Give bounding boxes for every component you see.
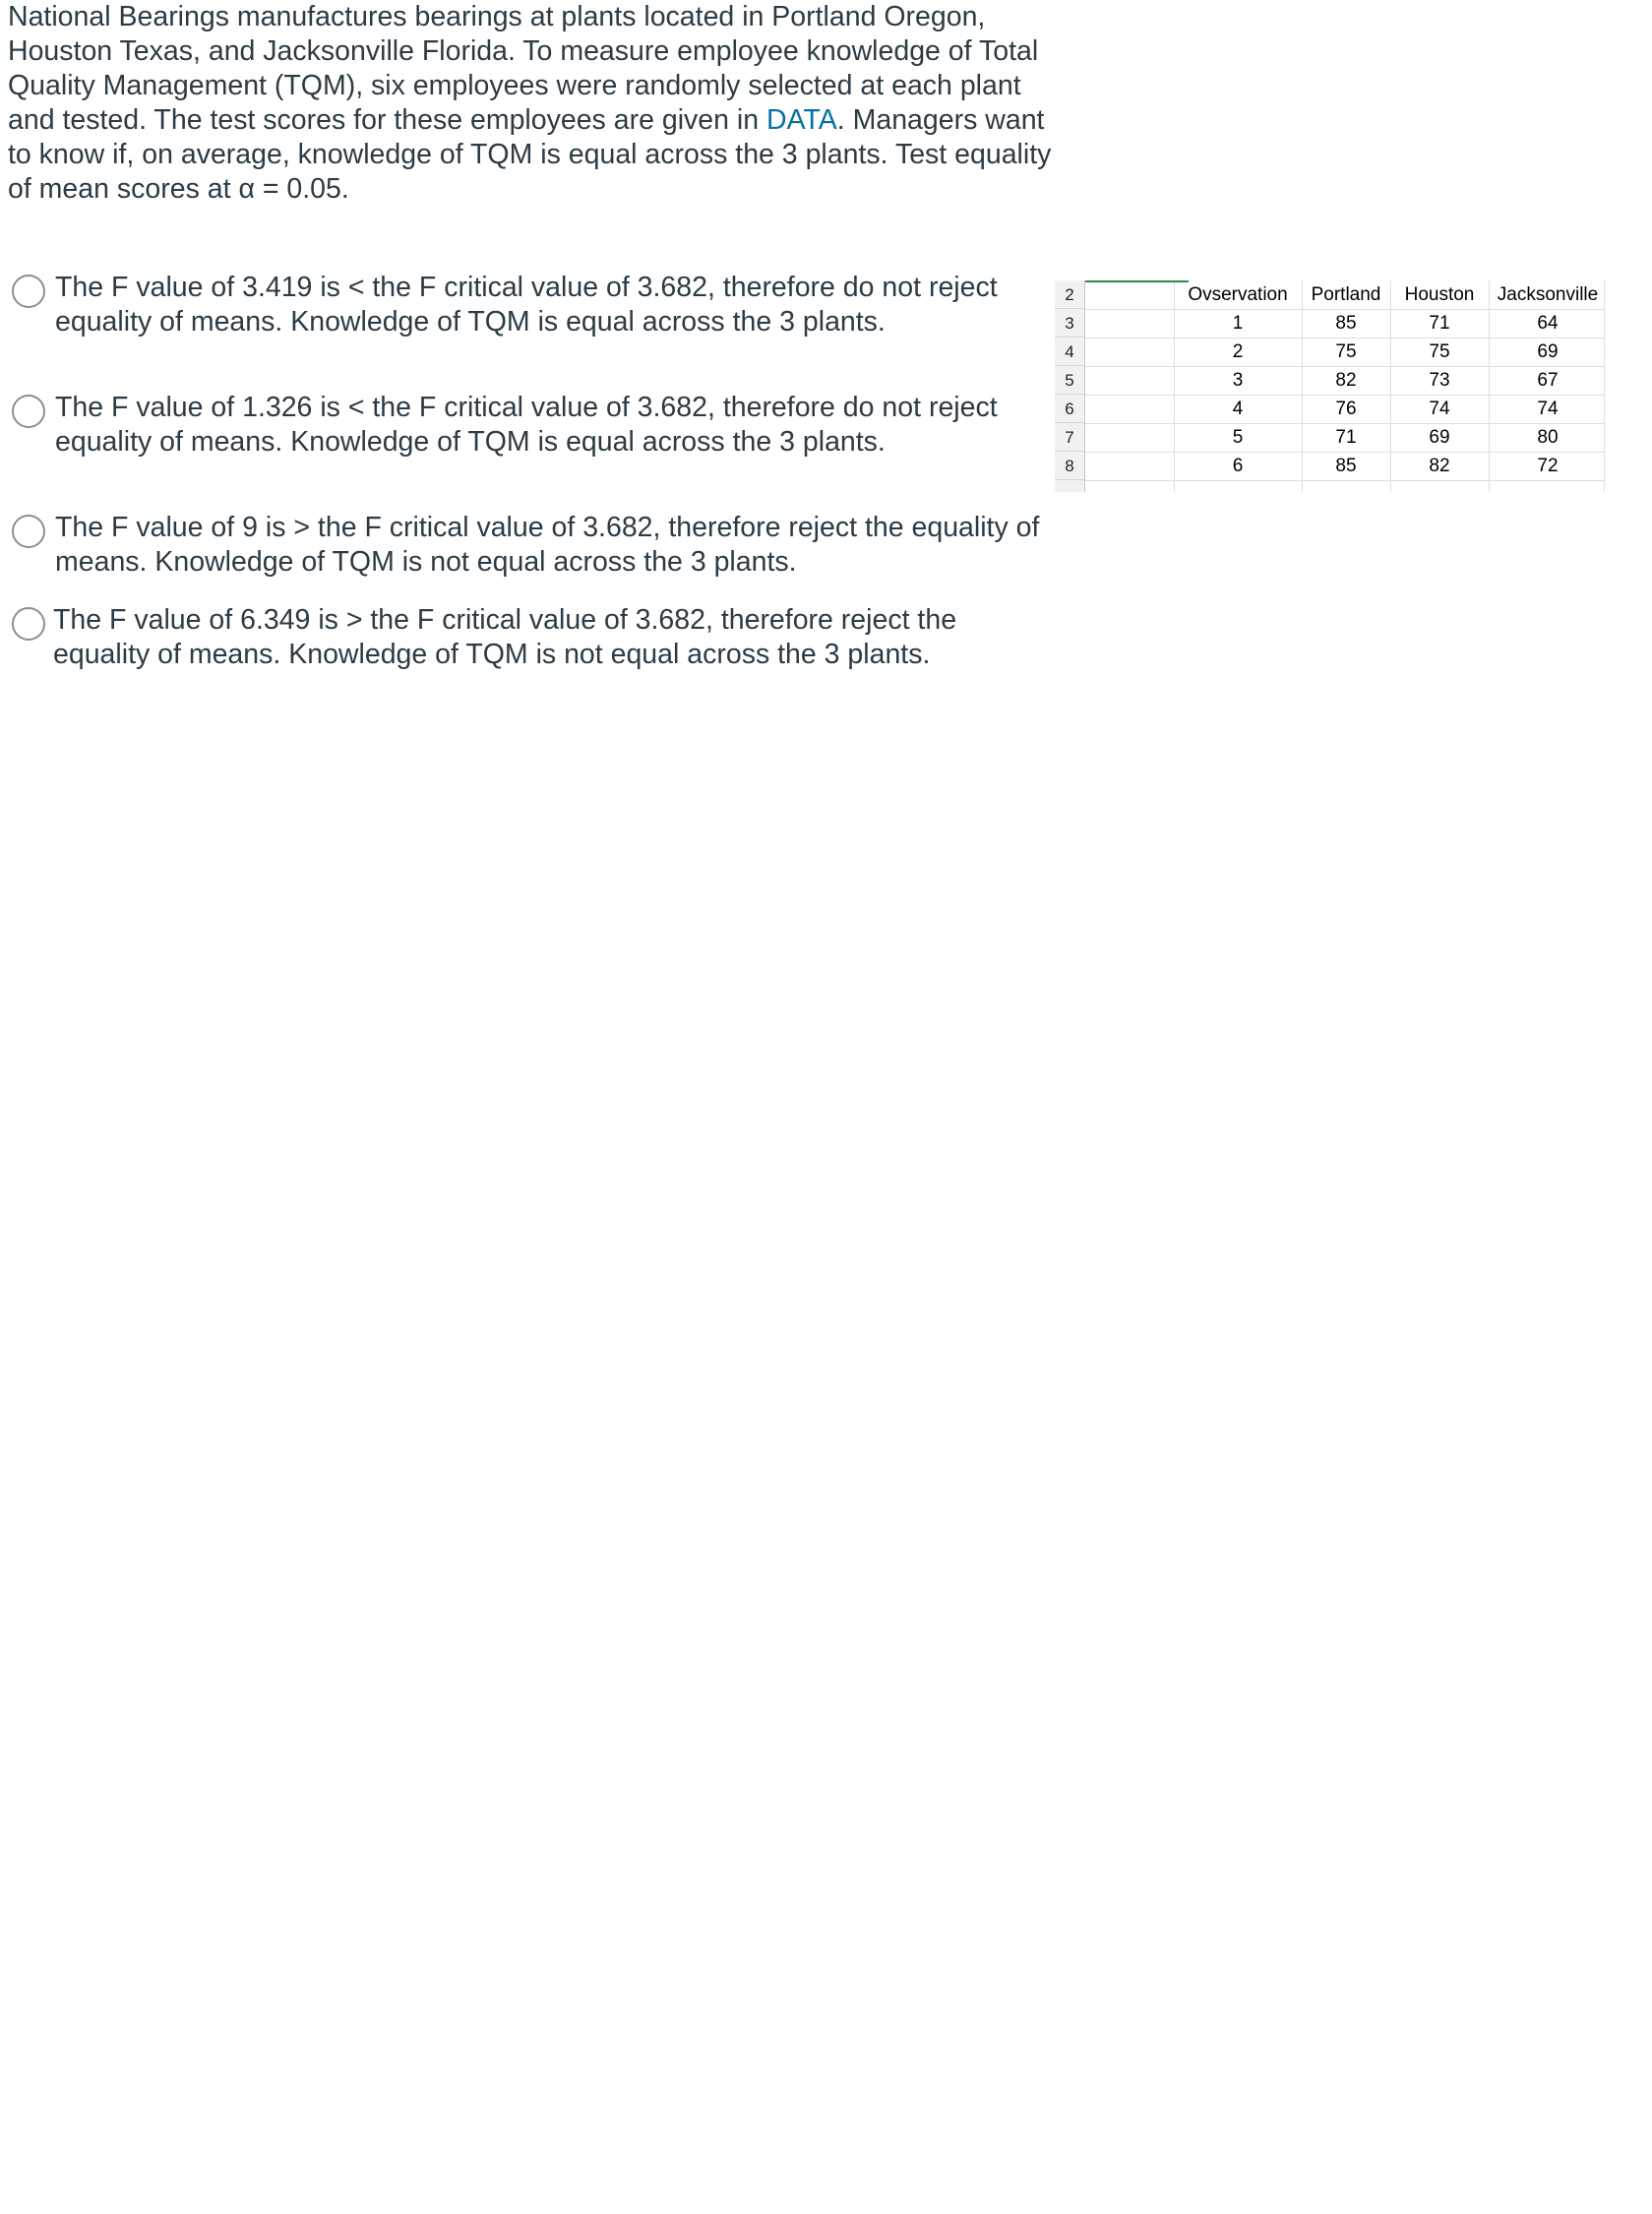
question-line: of mean scores at α = 0.05. xyxy=(8,173,349,205)
answer-line: equality of means. Knowledge of TQM is equal across the 3 plants. xyxy=(55,426,886,458)
table-cell: 75 xyxy=(1335,341,1357,362)
table-cell: 67 xyxy=(1537,370,1559,391)
answer-choice-text[interactable] xyxy=(55,511,1039,580)
answer-choice-text[interactable] xyxy=(53,603,956,672)
question-line xyxy=(8,103,1080,138)
answer-choice-text[interactable] xyxy=(55,391,998,460)
table-cell: 80 xyxy=(1537,427,1559,448)
row-number: 7 xyxy=(1055,423,1084,452)
table-cell: 85 xyxy=(1335,313,1357,334)
header-cell-jacksonville: Jacksonville xyxy=(1497,284,1599,305)
answer-line: equality of means. Knowledge of TQM is not equal across the 3 plants. xyxy=(53,639,931,670)
radio-button[interactable] xyxy=(12,275,45,308)
question-line-text: . Managers want xyxy=(836,104,1045,136)
radio-button[interactable] xyxy=(12,395,45,428)
row-number: 2 xyxy=(1055,280,1084,309)
table-cell: 82 xyxy=(1429,456,1450,476)
table-cell: 75 xyxy=(1429,341,1450,362)
table-cell: 73 xyxy=(1429,370,1450,391)
table-cell: 3 xyxy=(1232,370,1244,391)
question-line: to know if, on average, knowledge of TQM is equal across the 3 plants. Test equality xyxy=(8,139,1052,170)
table-cell: 69 xyxy=(1429,427,1450,448)
question-text xyxy=(8,0,1080,207)
row-number: 4 xyxy=(1055,338,1084,366)
table-cell: 5 xyxy=(1232,427,1244,448)
question-line: Quality Management (TQM), six employees were randomly selected at each plant xyxy=(8,70,1021,101)
table-cell: 71 xyxy=(1335,427,1357,448)
answer-choice-text[interactable] xyxy=(55,271,998,339)
header-cell-houston: Houston xyxy=(1404,284,1475,305)
header-cell-portland: Portland xyxy=(1311,284,1381,305)
answer-line: equality of means. Knowledge of TQM is equal across the 3 plants. xyxy=(55,306,886,338)
cell-grid xyxy=(1085,280,1605,492)
table-cell: 64 xyxy=(1537,313,1559,334)
row-header-column xyxy=(1055,280,1085,492)
table-cell: 1 xyxy=(1232,313,1244,334)
table-cell: 72 xyxy=(1537,456,1559,476)
radio-button[interactable] xyxy=(12,515,45,548)
data-link[interactable]: DATA xyxy=(766,104,837,136)
table-cell: 76 xyxy=(1335,399,1357,419)
table-cell: 82 xyxy=(1335,370,1357,391)
row-number: 6 xyxy=(1055,395,1084,423)
data-table-screenshot xyxy=(1055,280,1606,492)
row-number: 3 xyxy=(1055,309,1084,338)
row-number: 8 xyxy=(1055,452,1084,480)
table-cell: 85 xyxy=(1335,456,1357,476)
question-line: Houston Texas, and Jacksonville Florida. To measure employee knowledge of Total xyxy=(8,35,1039,67)
table-cell: 4 xyxy=(1232,399,1244,419)
table-cell: 2 xyxy=(1232,341,1244,362)
table-cell: 74 xyxy=(1537,399,1559,419)
row-number: 5 xyxy=(1055,366,1084,395)
table-cell: 69 xyxy=(1537,341,1559,362)
table-cell: 6 xyxy=(1232,456,1244,476)
table-cell: 71 xyxy=(1429,313,1450,334)
answer-line: The F value of 3.419 is < the F critical value of 3.682, therefore do not reject xyxy=(55,272,998,303)
answer-line: The F value of 6.349 is > the F critical value of 3.682, therefore reject the xyxy=(53,604,957,636)
answer-line: The F value of 9 is > the F critical value of 3.682, therefore reject the equality of xyxy=(55,512,1040,543)
grid-line xyxy=(1085,480,1605,481)
question-line-text: and tested. The test scores for these employees are given in xyxy=(8,104,766,136)
question-line: National Bearings manufactures bearings at plants located in Portland Oregon, xyxy=(8,1,986,32)
header-cell-observation: Ovservation xyxy=(1188,284,1288,305)
table-cell: 74 xyxy=(1429,399,1450,419)
radio-button[interactable] xyxy=(12,607,45,641)
answer-line: means. Knowledge of TQM is not equal across the 3 plants. xyxy=(55,546,797,578)
answer-line: The F value of 1.326 is < the F critical value of 3.682, therefore do not reject xyxy=(55,392,998,423)
